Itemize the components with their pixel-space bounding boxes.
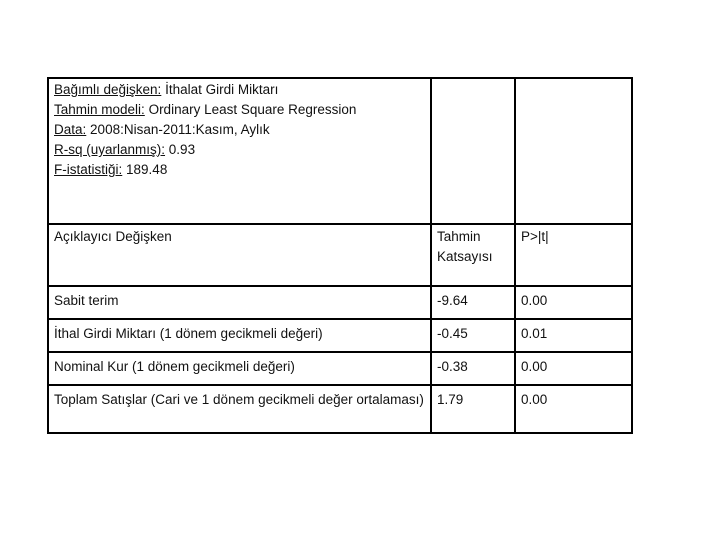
header-variable: Açıklayıcı Değişken xyxy=(48,224,431,286)
regression-table xyxy=(47,77,633,434)
model-info-cell xyxy=(48,78,431,224)
variable-cell: Toplam Satışlar (Cari ve 1 dönem gecikmeli değer ortalaması) xyxy=(48,385,431,433)
coefficient-cell: -0.45 xyxy=(431,319,515,352)
column-header-row xyxy=(48,224,632,286)
header-coefficient xyxy=(431,224,515,286)
table-row xyxy=(48,352,632,385)
r-squared-value: 0.93 xyxy=(168,142,196,157)
pvalue-cell: 0.00 xyxy=(515,352,632,385)
model-label: Tahmin modeli: xyxy=(54,102,145,117)
pvalue-cell: 0.00 xyxy=(515,385,632,433)
variable-cell: Sabit terim xyxy=(48,286,431,319)
f-statistic-value: 189.48 xyxy=(126,162,168,177)
variable-cell: İthal Girdi Miktarı (1 dönem gecikmeli değeri) xyxy=(48,319,431,352)
f-statistic-label: F-istatistiği: xyxy=(54,162,123,177)
table-row xyxy=(48,319,632,352)
r-squared-label: R-sq (uyarlanmış): xyxy=(54,142,166,157)
dependent-variable-line xyxy=(54,80,425,100)
coefficient-cell: -0.38 xyxy=(431,352,515,385)
model-value: Ordinary Least Square Regression xyxy=(148,102,357,117)
model-line xyxy=(54,100,425,120)
coefficient-cell: 1.79 xyxy=(431,385,515,433)
f-statistic-line xyxy=(54,160,425,180)
header-coefficient-line1: Tahmin xyxy=(437,229,481,244)
data-period-line xyxy=(54,120,425,140)
empty-cell xyxy=(515,78,632,224)
header-coefficient-line2: Katsayısı xyxy=(437,249,493,264)
pvalue-cell: 0.01 xyxy=(515,319,632,352)
r-squared-line xyxy=(54,140,425,160)
dependent-variable-label: Bağımlı değişken: xyxy=(54,82,162,97)
data-period-value: 2008:Nisan-2011:Kasım, Aylık xyxy=(90,122,270,137)
table-row xyxy=(48,385,632,433)
model-info-row xyxy=(48,78,632,224)
dependent-variable-value: İthalat Girdi Miktarı xyxy=(165,82,279,97)
pvalue-cell: 0.00 xyxy=(515,286,632,319)
variable-cell: Nominal Kur (1 dönem gecikmeli değeri) xyxy=(48,352,431,385)
empty-cell xyxy=(431,78,515,224)
coefficient-cell: -9.64 xyxy=(431,286,515,319)
data-period-label: Data: xyxy=(54,122,87,137)
header-pvalue: P>|t| xyxy=(515,224,632,286)
table-row xyxy=(48,286,632,319)
